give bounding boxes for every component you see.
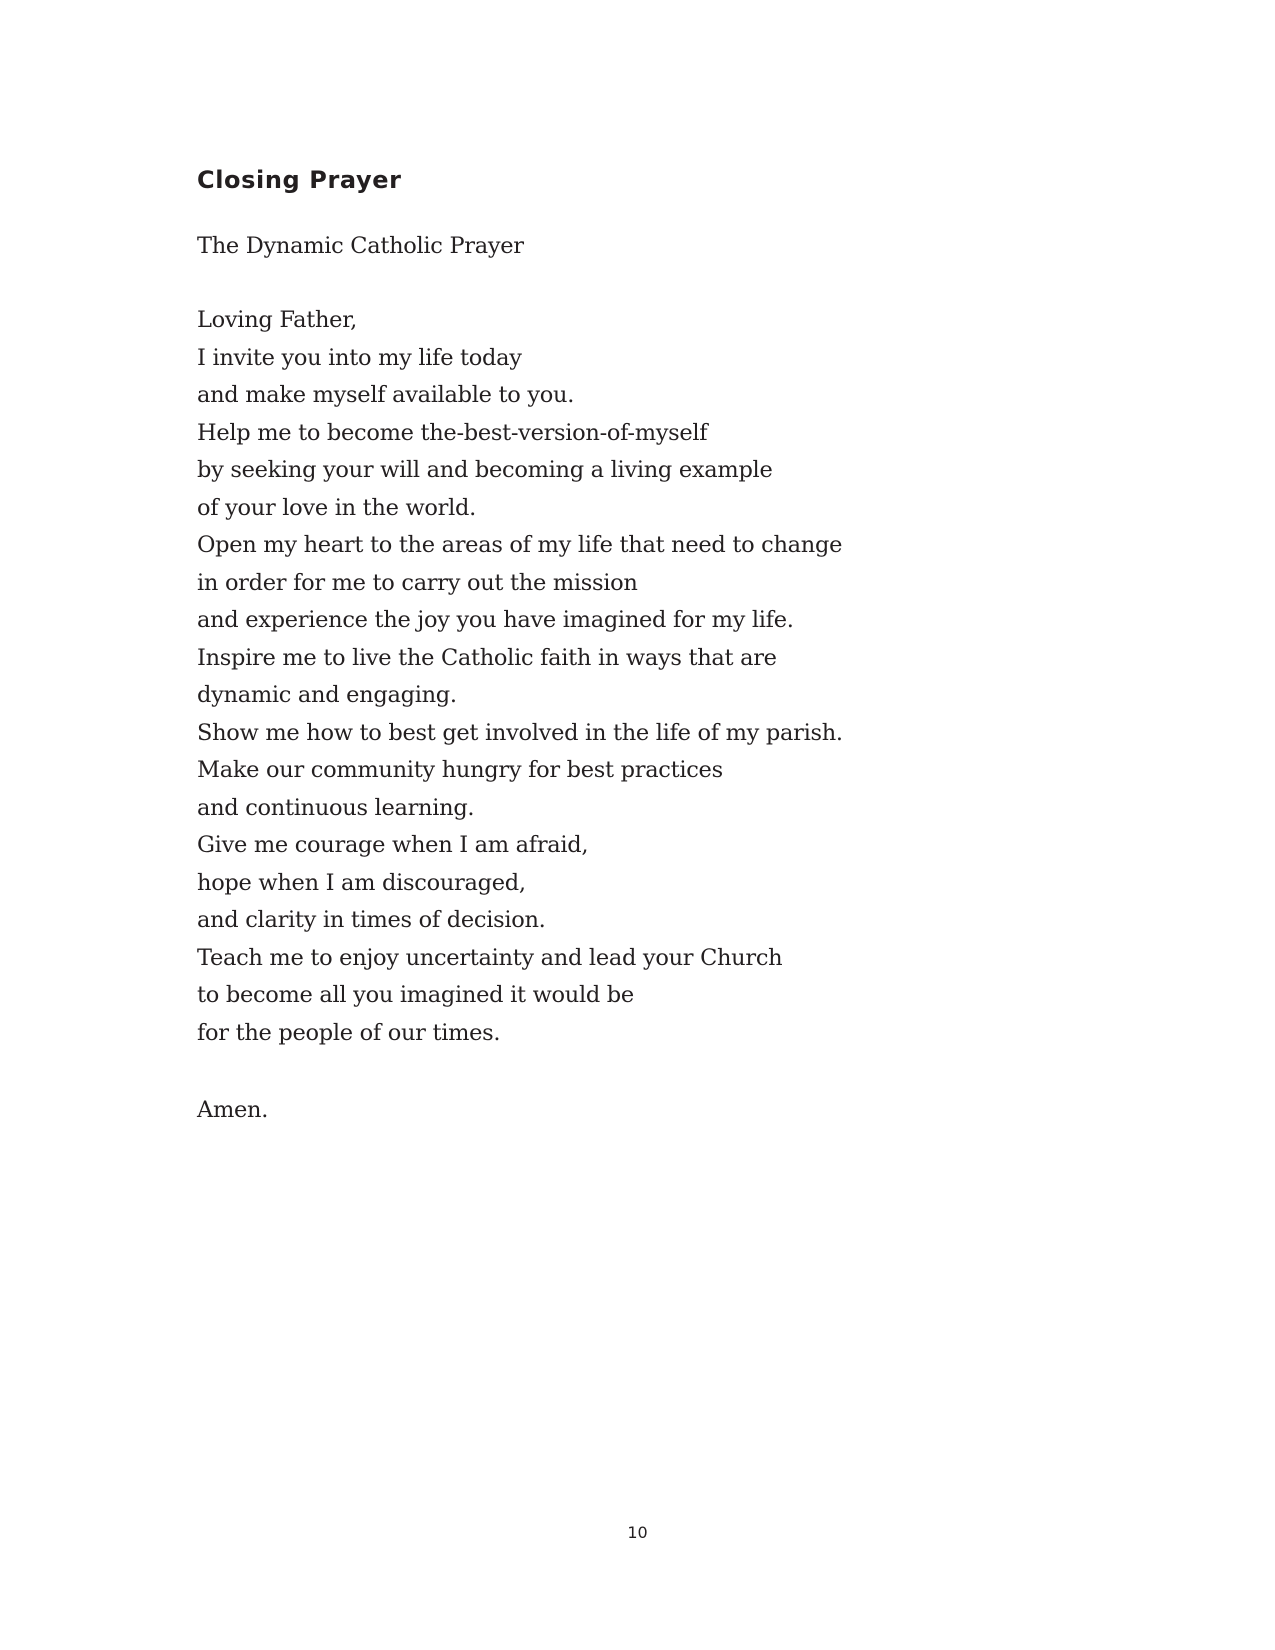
prayer-line: dynamic and engaging. (197, 682, 457, 708)
prayer-line: Open my heart to the areas of my life that need to change (197, 532, 843, 558)
prayer-line: and clarity in times of decision. (197, 907, 546, 933)
prayer-line: Give me courage when I am afraid, (197, 832, 589, 858)
section-heading: Closing Prayer (197, 166, 402, 194)
prayer-closing: Amen. (197, 1097, 269, 1123)
prayer-line: Make our community hungry for best practices (197, 757, 723, 783)
page-number: 10 (627, 1523, 648, 1542)
prayer-line: and continuous learning. (197, 794, 475, 821)
prayer-line: Teach me to enjoy uncertainty and lead your Church (197, 944, 783, 971)
prayer-line: to become all you imagined it would be (197, 982, 634, 1008)
prayer-line: Loving Father, (197, 307, 358, 333)
prayer-line: by seeking your will and becoming a living example (197, 457, 773, 483)
prayer-line: Show me how to best get involved in the life of my parish. (197, 719, 843, 746)
prayer-line: Inspire me to live the Catholic faith in ways that are (197, 644, 777, 671)
prayer-body (197, 302, 843, 1052)
prayer-line: for the people of our times. (197, 1019, 501, 1046)
prayer-line: I invite you into my life today (197, 344, 522, 371)
prayer-line: and make myself available to you. (197, 382, 575, 408)
prayer-line: in order for me to carry out the mission (197, 569, 638, 596)
prayer-title: The Dynamic Catholic Prayer (197, 233, 524, 259)
prayer-line: of your love in the world. (197, 494, 476, 521)
prayer-line: and experience the joy you have imagined for my life. (197, 607, 794, 633)
prayer-line: hope when I am discouraged, (197, 869, 526, 896)
prayer-line: Help me to become the-best-version-of-myself (197, 419, 708, 446)
